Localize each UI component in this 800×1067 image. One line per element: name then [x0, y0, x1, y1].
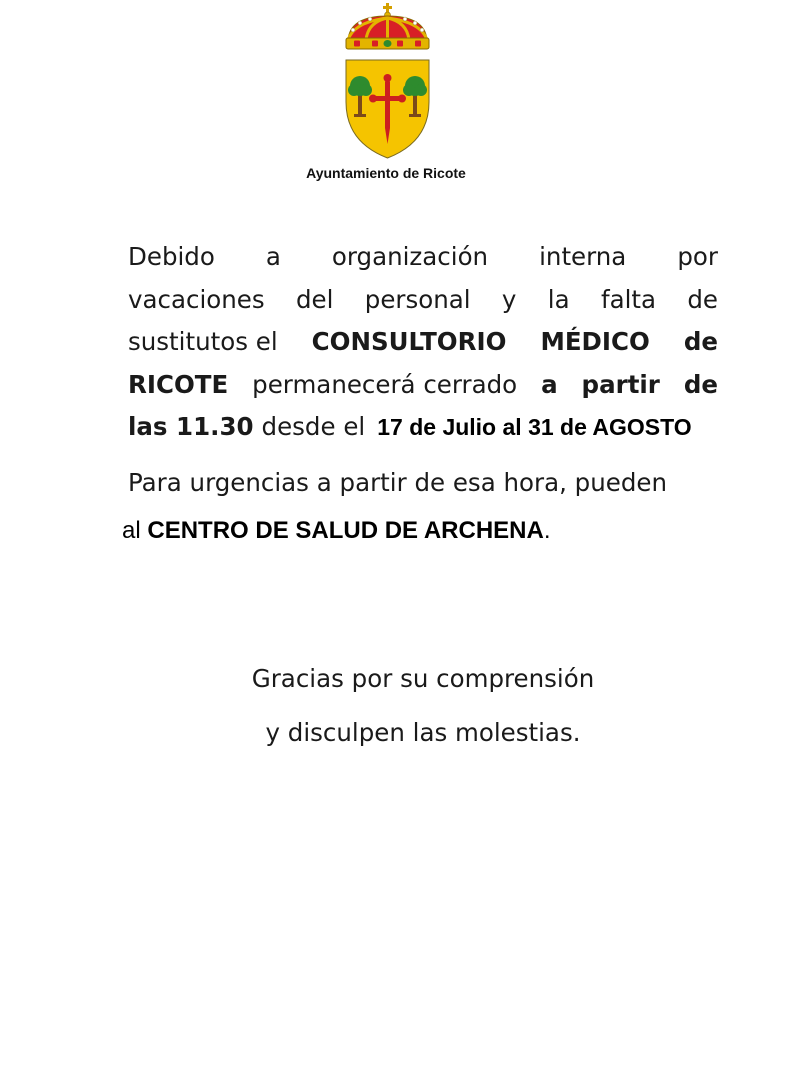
notice-word: interna: [539, 242, 627, 271]
notice-word: falta: [600, 284, 657, 314]
organization-name: Ayuntamiento de Ricote: [306, 165, 466, 181]
ricote-label: RICOTE: [128, 369, 229, 399]
centro-salud-name: CENTRO DE SALUD DE ARCHENA: [147, 517, 544, 544]
consultorio-label: CONSULTORIO: [311, 327, 507, 356]
notice-word: Debido: [128, 242, 215, 271]
notice-word: de: [683, 369, 718, 399]
notice-line-5: [128, 406, 718, 449]
notice-word: de: [683, 327, 718, 356]
notice-word: de: [687, 284, 718, 314]
notice-line-1: [128, 236, 718, 279]
coat-of-arms-icon: [338, 2, 438, 160]
notice-word: a: [541, 369, 558, 399]
notice-word: del: [295, 284, 334, 314]
notice-word: partir: [581, 369, 660, 399]
notice-text: desde el: [261, 412, 366, 441]
notice-line-2: [128, 279, 718, 322]
notice-word: vacaciones: [128, 284, 265, 314]
notice-word: y: [501, 284, 517, 314]
notice-paragraph: [128, 236, 718, 449]
medico-label: MÉDICO: [540, 327, 650, 356]
centro-salud-line: [122, 513, 551, 549]
notice-word: a: [265, 242, 281, 271]
closing-message: [0, 652, 800, 760]
notice-text: permanecerá cerrado: [252, 369, 518, 399]
closure-dates: 17 de Julio al 31 de AGOSTO: [377, 414, 692, 440]
closing-line-2: y disculpen las molestias.: [265, 718, 581, 747]
centro-suffix: .: [543, 517, 551, 544]
notice-word: por: [677, 242, 718, 271]
closing-time: las 11.30: [128, 412, 254, 441]
notice-line-4: [128, 364, 718, 407]
notice-text: sustitutos el: [128, 327, 278, 356]
centro-prefix: al: [122, 517, 141, 544]
notice-word: personal: [364, 284, 471, 314]
notice-word: organización: [331, 242, 489, 271]
urgencias-text: Para urgencias a partir de esa hora, pueden: [128, 468, 667, 497]
closing-line-1: Gracias por su comprensión: [251, 664, 595, 693]
notice-line-3: [128, 321, 718, 364]
notice-word: la: [547, 284, 570, 314]
